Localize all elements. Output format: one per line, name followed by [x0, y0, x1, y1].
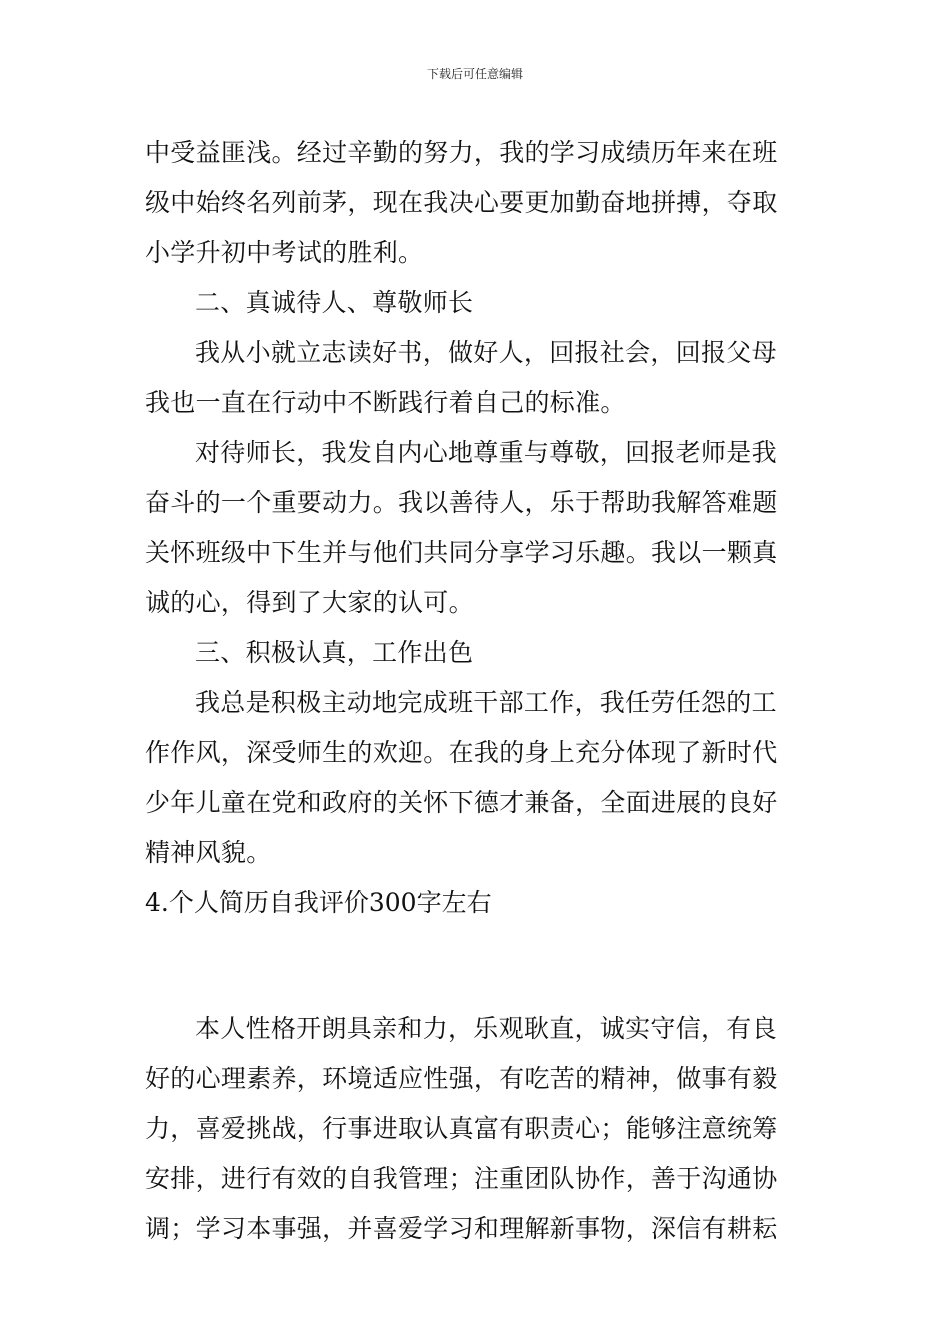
text-line: 诚的心，得到了大家的认可。: [145, 588, 474, 617]
text-line: 关怀班级中下生并与他们共同分享学习乐趣。我以一颗真: [145, 538, 778, 567]
text-line: 小学升初中考试的胜利。: [145, 238, 424, 267]
text-line: 奋斗的一个重要动力。我以善待人，乐于帮助我解答难题: [145, 488, 778, 517]
text-line: 我总是积极主动地完成班干部工作，我任劳任怨的工: [195, 688, 777, 717]
document-body: [145, 128, 810, 1254]
page-header: 下载后可任意编辑: [426, 67, 523, 81]
text-line: 精神风貌。: [145, 838, 272, 867]
text-line: 级中始终名列前茅，现在我决心要更加勤奋地拼搏，夺取: [145, 188, 778, 217]
text-line: 我从小就立志读好书，做好人，回报社会，回报父母: [195, 338, 777, 367]
text-line: 力，喜爱挑战，行事进取认真富有职责心；能够注意统筹: [145, 1114, 778, 1143]
blank-space: [145, 928, 810, 1004]
section-heading: 三、积极认真，工作出色: [195, 638, 474, 667]
text-line: 好的心理素养，环境适应性强，有吃苦的精神，做事有毅: [145, 1064, 778, 1093]
text-line: 安排，进行有效的自我管理；注重团队协作，善于沟通协: [145, 1164, 778, 1193]
text-line: 对待师长，我发自内心地尊重与尊敬，回报老师是我: [195, 438, 777, 467]
text-line: 少年儿童在党和政府的关怀下德才兼备，全面进展的良好: [145, 788, 778, 817]
text-line: 我也一直在行动中不断践行着自己的标准。: [145, 388, 626, 417]
text-line: 本人性格开朗具亲和力，乐观耿直，诚实守信，有良: [195, 1014, 777, 1043]
text-line: 作作风，深受师生的欢迎。在我的身上充分体现了新时代: [145, 738, 778, 767]
text-line: 中受益匪浅。经过辛勤的努力，我的学习成绩历年来在班: [145, 138, 778, 167]
section-title: 4.个人简历自我评价300字左右: [145, 888, 492, 917]
section-heading: 二、真诚待人、尊敬师长: [195, 288, 474, 317]
text-line: 调；学习本事强，并喜爱学习和理解新事物，深信有耕耘: [145, 1214, 778, 1243]
